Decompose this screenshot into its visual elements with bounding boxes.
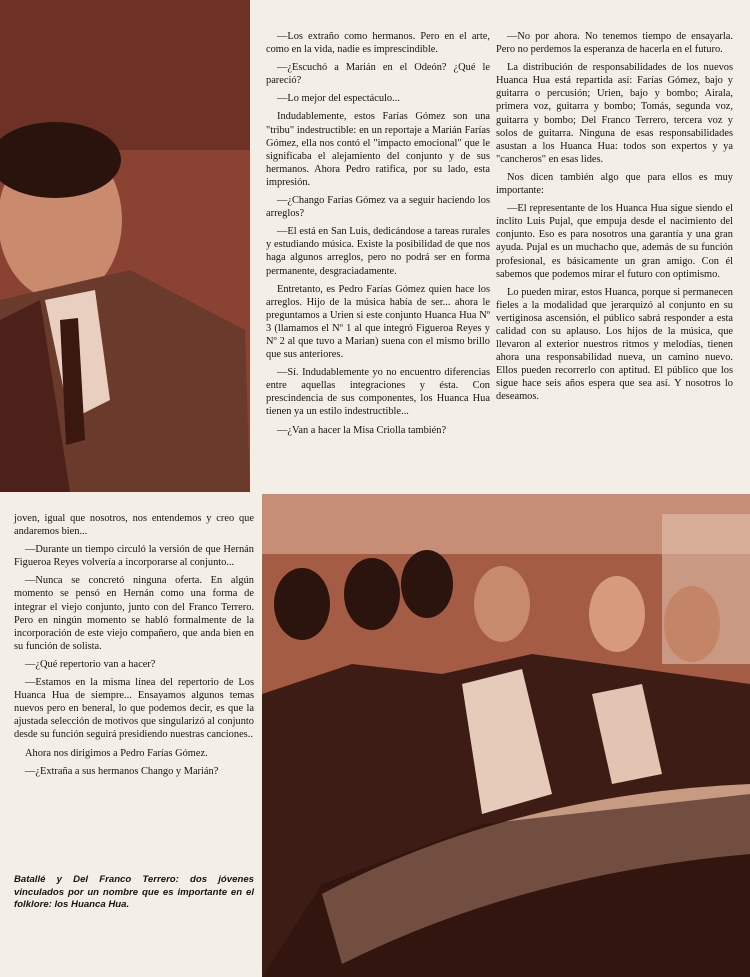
paragraph: —¿Qué repertorio van a hacer? — [25, 658, 156, 670]
group-illustration — [262, 494, 750, 977]
photo-caption: Batallé y Del Franco Terrero: dos jóvenes vinculados por un nombre que es importante en el folklore: los Huanca Hua. — [14, 874, 254, 910]
portrait-illustration — [0, 0, 250, 492]
paragraph: —No por ahora. No tenemos tiempo de ensayarla. Pero no perdemos la esperanza de hacerla en el futuro. — [496, 31, 733, 56]
paragraph: —Estamos en la misma línea del repertorio de Los Huanca Hua de siempre... Ensayamos algunos temas nuevos pero en beneral, lo que podemos decir, es que la ajustada selección de motivos que singularizó al conjunto desde su función seguirá presidiendo nuestras canciones.. — [14, 677, 254, 741]
paragraph: —¿Chango Farías Gómez va a seguir haciendo los arreglos? — [266, 195, 490, 220]
paragraph: Indudablemente, estos Farías Gómez son una "tribu" indestructible: en un reportaje a Marián Farías Gómez, ella nos contó el "impacto emocional" que le significaba el alejamiento del conjunto y de sus hermanos. Ahora Pedro ratifica, por su lado, esta impresión. — [266, 111, 490, 188]
paragraph: Lo pueden mirar, estos Huanca, porque si permanecen fieles a la modalidad que jerarquizó al conjunto en su vertiginosa ascensión, el público sabrá responder a esta calidad con su aplauso. Los hijos de la música, que llevaron al exterior nuestros ritmos y melodías, tienen ahora una responsabilidad nueva, un camino nuevo. Ellos pueden recorrerlo con aptitud. El público que los sigue hace seis años espera que sea así. Y nosotros lo deseamos. — [496, 286, 733, 403]
paragraph: —Durante un tiempo circuló la versión de que Hernán Figueroa Reyes volvería a incorporarse al conjunto... — [14, 544, 254, 569]
paragraph: La distribución de responsabilidades de los nuevos Huanca Hua está repartida así: Farías Gómez, bajo y guitarra o percusión; Urien, bajo y bombo; Airala, primera voz, guitarra y bombo; Tomás, segunda voz, guitarra y bombo; Del Franco Terrero, tercera voz y solos de guitarra. Ninguna de esas responsabilidades asustan a los Huanca Hua: todos son expertos y ya "cancheros" en esas lides. — [496, 62, 733, 165]
article-column-right — [496, 30, 733, 409]
paragraph: —¿Van a hacer la Misa Criolla también? — [277, 424, 447, 436]
photo-portrait — [0, 0, 250, 492]
paragraph: Ahora nos dirigimos a Pedro Farías Gómez. — [25, 747, 208, 759]
paragraph: —El representante de los Huanca Hua sigue siendo el ínclito Luis Pujal, que empuja desde el nacimiento del conjunto. Eso es para nosotros una garantía y una gran ayuda. Pujal es un muchacho que, además de su función profesional, es básicamente un gran amigo. Con él sabemos que podemos mirar el futuro con optimismo. — [496, 203, 733, 280]
photo-group — [262, 494, 750, 977]
paragraph: Entretanto, es Pedro Farías Gómez quien hace los arreglos. Hijo de la música había de ser... ahora le preguntamos a Urien si este conjunto Huanca Hua Nº 3 (llamamos el Nº 1 al que integró Figueroa Reyes y Nº 2 al que tuvo a Marian) suena con el mismo brillo que sus anteriores. — [266, 283, 490, 361]
paragraph: —Sí. Indudablemente yo no encuentro diferencias entre aquellas integraciones y ésta. Con prescindencia de sus componentes, los Huanca Hua tienen ya un estilo indestructible... — [266, 367, 490, 418]
article-column-bottom — [14, 512, 254, 783]
paragraph: —Los extraño como hermanos. Pero en el arte, como en la vida, nadie es imprescindible. — [266, 31, 490, 56]
paragraph: —¿Escuchó a Marián en el Odeón? ¿Qué le pareció? — [266, 62, 490, 87]
paragraph: —Lo mejor del espectáculo... — [277, 93, 400, 105]
paragraph: Nos dicen también algo que para ellos es muy importante: — [496, 171, 733, 197]
paragraph: —Nunca se concretó ninguna oferta. En algún momento se pensó en Hernán como una forma de integrar el viejo conjunto, junto con del Franco Terrero. Pero en ningún momento se habló formalmente de la incorporación de este viejo compañero, que anda bien en su función de solista. — [14, 575, 254, 652]
paragraph: —¿Extraña a sus hermanos Chango y Marián? — [25, 765, 219, 777]
paragraph: —El está en San Luis, dedicándose a tareas rurales y estudiando música. Existe la posibilidad de que nos haga algunos arreglos, pero no podrá ser en forma permanente, desgraciadamente. — [266, 226, 490, 277]
article-column-middle — [266, 30, 490, 442]
paragraph: joven, igual que nosotros, nos entendemos y creo que andaremos bien... — [14, 513, 254, 538]
